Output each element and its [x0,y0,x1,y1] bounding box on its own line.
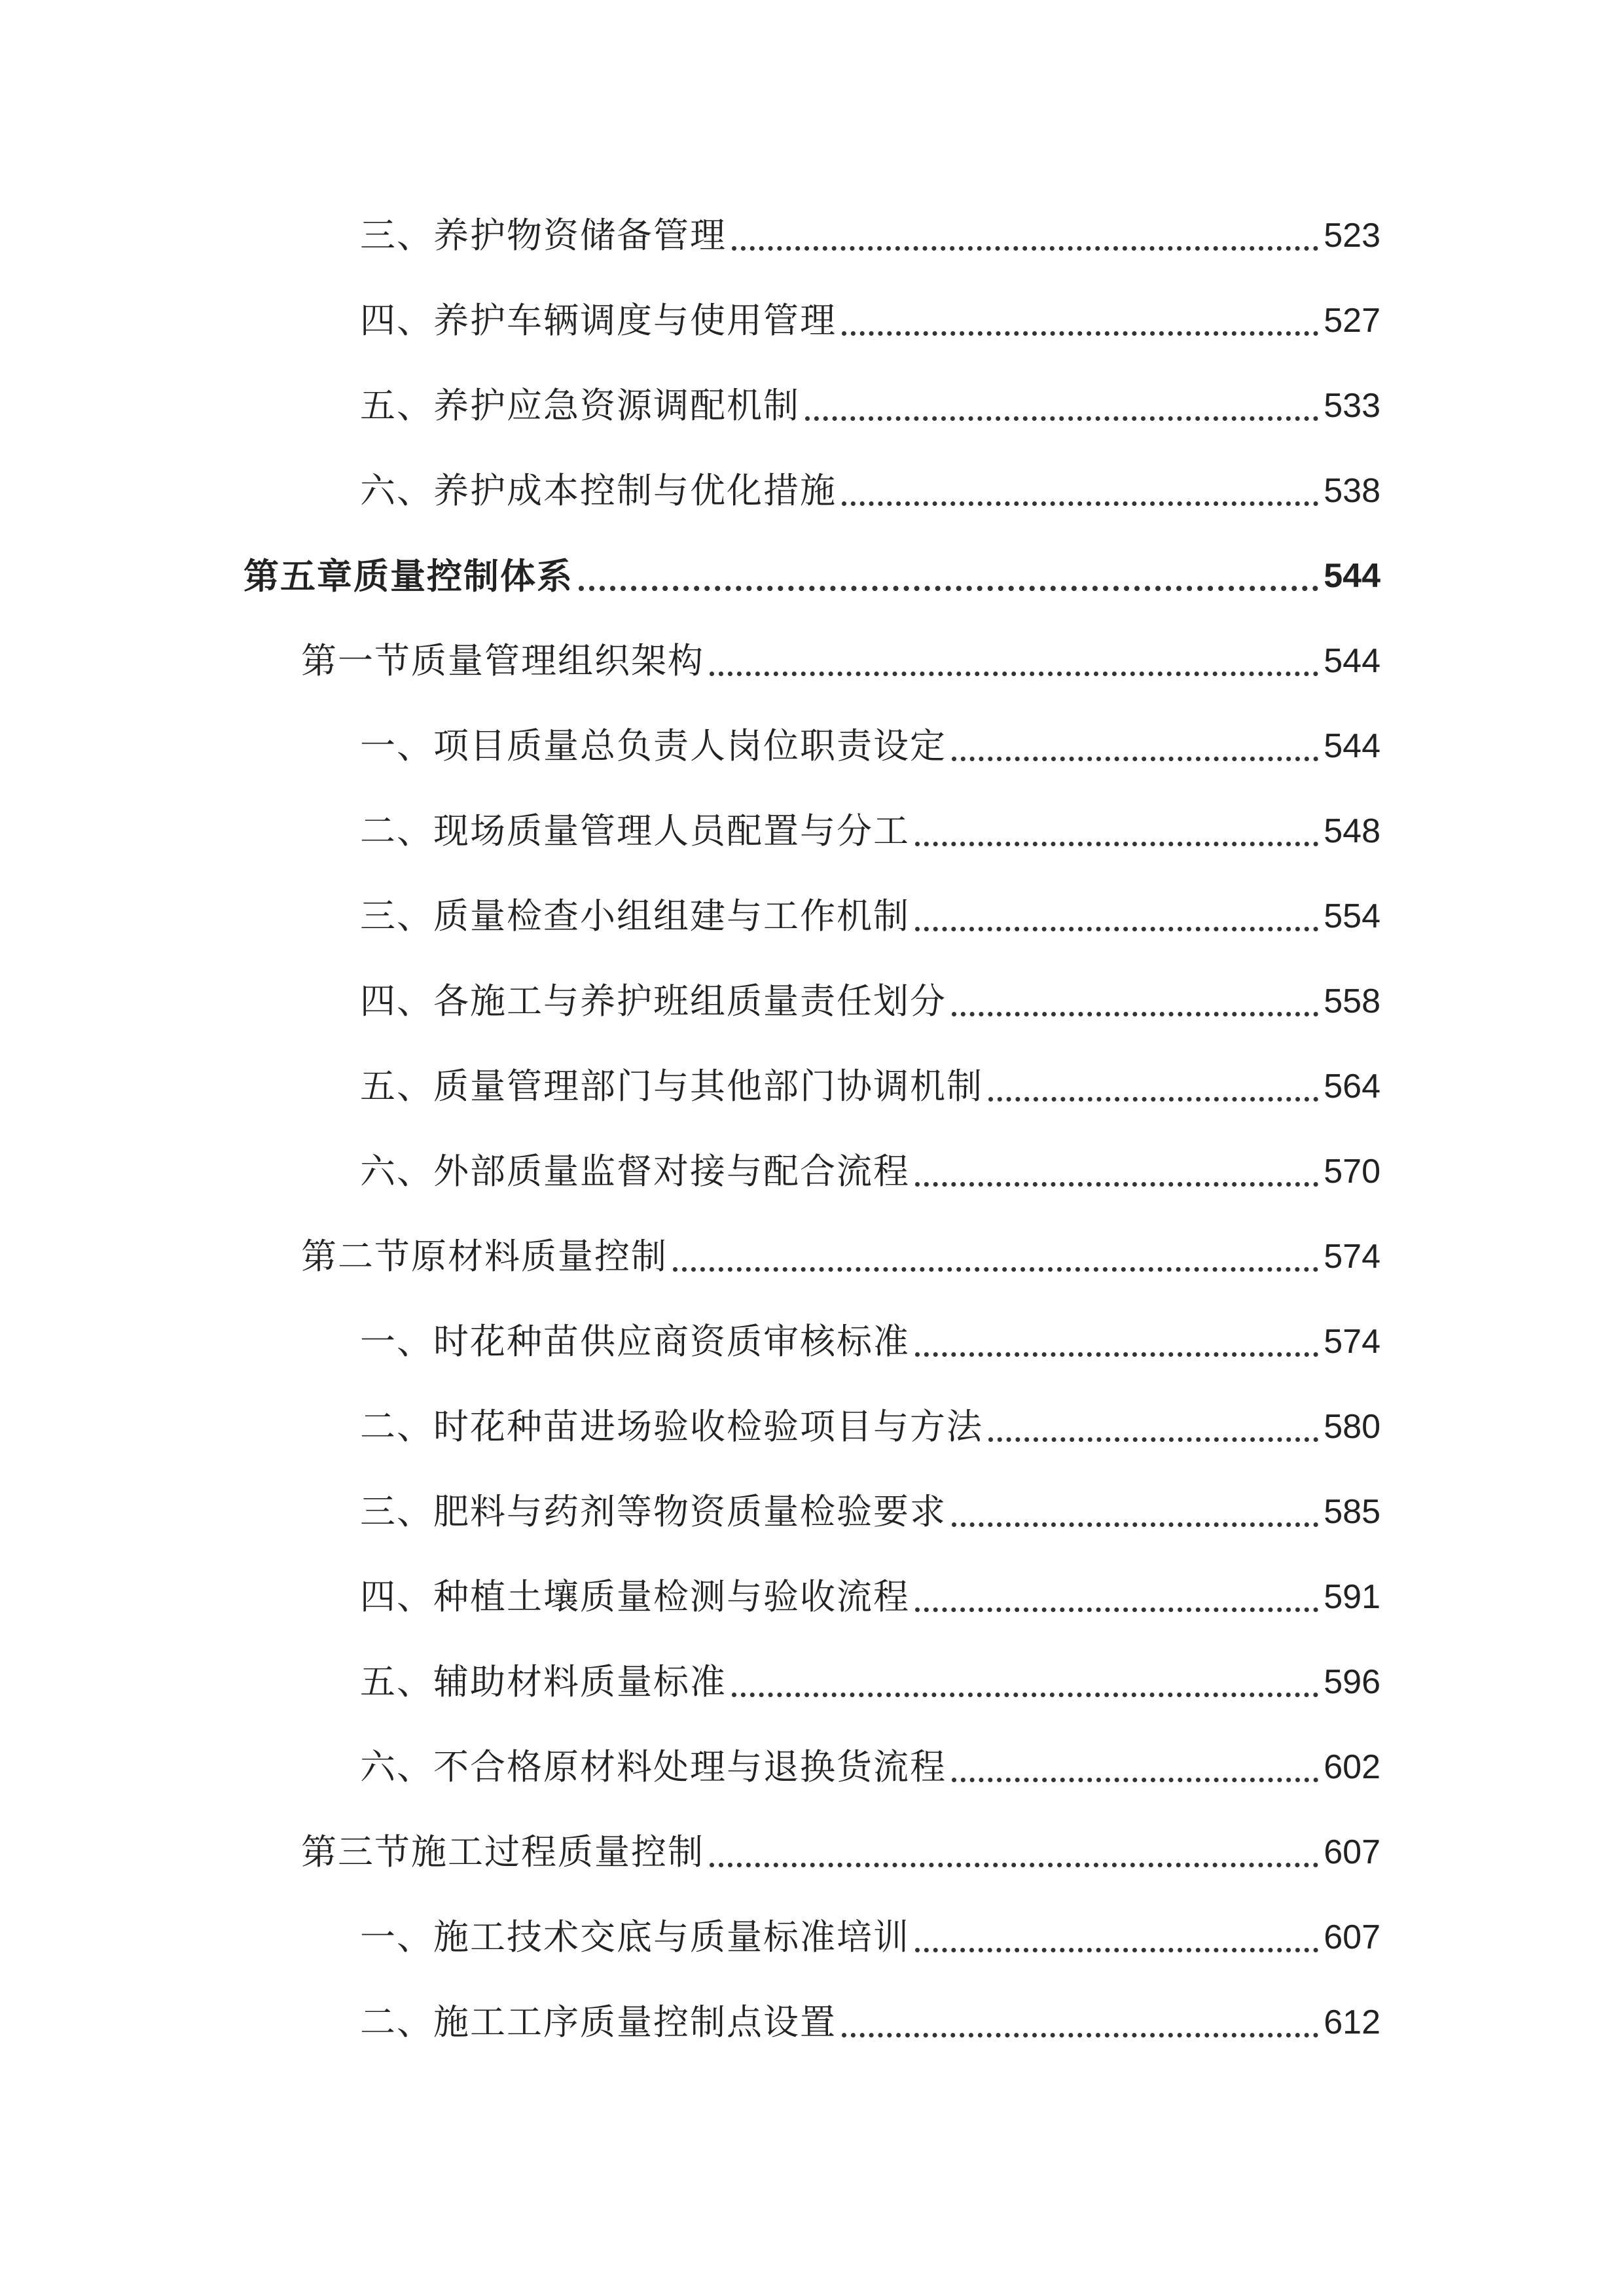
toc-entry[interactable] [360,1571,1380,1623]
dot-leader [842,501,1318,506]
toc-entry[interactable] [360,380,1380,432]
toc-entry-page: 602 [1324,1748,1380,1786]
dot-leader [915,1352,1318,1357]
dot-leader [915,927,1318,931]
dot-leader [952,1522,1318,1527]
toc-entry-title: 三、养护物资储备管理 [360,215,727,256]
toc-entry[interactable] [360,1060,1380,1113]
toc-entry-page: 612 [1324,2003,1380,2041]
toc-entry-title: 一、时花种苗供应商资质审核标准 [360,1321,910,1362]
toc-entry[interactable] [360,1741,1380,1793]
toc-entry[interactable] [360,1486,1380,1538]
dot-leader [673,1267,1318,1272]
toc-entry-page: 580 [1324,1408,1380,1446]
toc-entry-title: 二、时花种苗进场验收检验项目与方法 [360,1406,983,1447]
dot-leader [842,331,1318,336]
dot-leader [952,1778,1318,1782]
toc-entry[interactable] [360,465,1380,517]
toc-entry-title: 四、种植土壤质量检测与验收流程 [360,1576,910,1617]
dot-leader [710,1863,1318,1867]
toc-entry-title: 五、质量管理部门与其他部门协调机制 [360,1066,983,1107]
toc-entry-page: 574 [1324,1238,1380,1276]
toc-entry-page: 523 [1324,217,1380,255]
toc-entry-title: 六、养护成本控制与优化措施 [360,470,837,511]
dot-leader [579,586,1318,591]
toc-entry[interactable] [360,890,1380,942]
toc-entry-page: 570 [1324,1153,1380,1191]
toc-section-entry[interactable] [301,1230,1380,1283]
toc-entry[interactable] [360,1401,1380,1453]
toc-entry[interactable] [360,1656,1380,1708]
dot-leader [952,757,1318,761]
toc-entry[interactable] [360,1996,1380,2049]
toc-entry-title: 第二节原材料质量控制 [301,1236,668,1277]
toc-entry-page: 544 [1324,642,1380,680]
toc-entry-page: 533 [1324,387,1380,425]
toc-entry[interactable] [360,1145,1380,1198]
dot-leader [732,1693,1318,1697]
toc-entry-title: 六、外部质量监督对接与配合流程 [360,1151,910,1192]
toc-entry[interactable] [360,1316,1380,1368]
dot-leader [842,2033,1318,2037]
toc-entry-title: 二、现场质量管理人员配置与分工 [360,810,910,852]
toc-entry[interactable] [360,1911,1380,1964]
toc-entry-page: 548 [1324,812,1380,850]
toc-entry-page: 607 [1324,1918,1380,1956]
toc-entry-title: 一、施工技术交底与质量标准培训 [360,1916,910,1958]
dot-leader [988,1437,1318,1442]
dot-leader [952,1012,1318,1016]
toc-entry-page: 527 [1324,302,1380,340]
toc-entry-title: 一、项目质量总负责人岗位职责设定 [360,725,947,766]
toc-entry-page: 544 [1324,557,1380,595]
toc-section-entry[interactable] [301,1826,1380,1878]
toc-entry[interactable] [360,209,1380,262]
toc-chapter-entry[interactable] [244,550,1380,602]
toc-entry-page: 585 [1324,1493,1380,1531]
toc-entry-page: 558 [1324,982,1380,1020]
toc-entry-title: 第五章质量控制体系 [244,555,573,597]
toc-entry-page: 596 [1324,1663,1380,1701]
toc-entry-title: 三、肥料与药剂等物资质量检验要求 [360,1491,947,1532]
dot-leader [915,1182,1318,1187]
toc-entry-title: 第三节施工过程质量控制 [301,1831,704,1873]
toc-entry-page: 574 [1324,1323,1380,1361]
toc-entry[interactable] [360,975,1380,1028]
dot-leader [915,1607,1318,1612]
dot-leader [988,1097,1318,1102]
toc-entry-title: 第一节质量管理组织架构 [301,640,704,681]
toc-entry-page: 544 [1324,727,1380,765]
toc-entry-page: 554 [1324,897,1380,935]
toc-entry-page: 564 [1324,1067,1380,1105]
dot-leader [915,1948,1318,1952]
toc-entry-title: 五、辅助材料质量标准 [360,1661,727,1702]
dot-leader [732,246,1318,251]
toc-entry-title: 四、养护车辆调度与使用管理 [360,300,837,341]
toc-entry-title: 六、不合格原材料处理与退换货流程 [360,1746,947,1787]
dot-leader [710,672,1318,676]
dot-leader [915,842,1318,846]
toc-entry[interactable] [360,720,1380,772]
dot-leader [805,416,1318,421]
toc-entry-title: 五、养护应急资源调配机制 [360,385,800,426]
toc-entry-title: 三、质量检查小组组建与工作机制 [360,895,910,937]
toc-entry-page: 538 [1324,472,1380,510]
toc-entry[interactable] [360,295,1380,347]
toc-entry[interactable] [360,805,1380,857]
toc-section-entry[interactable] [301,635,1380,687]
toc-entry-title: 二、施工工序质量控制点设置 [360,2001,837,2043]
toc-entry-page: 591 [1324,1578,1380,1616]
toc-entry-page: 607 [1324,1833,1380,1871]
toc-entry-title: 四、各施工与养护班组质量责任划分 [360,980,947,1022]
